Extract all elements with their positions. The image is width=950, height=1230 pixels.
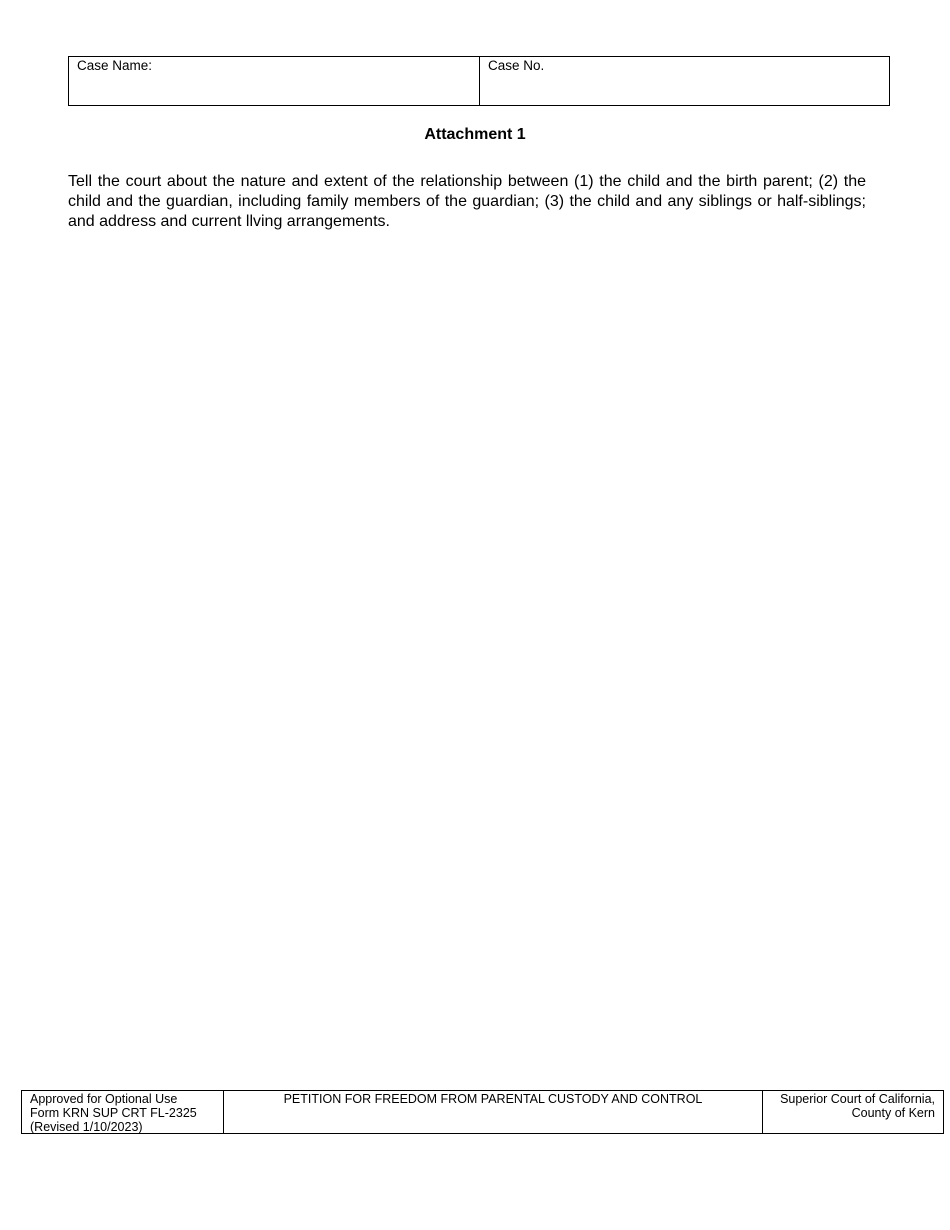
footer-form-title: PETITION FOR FREEDOM FROM PARENTAL CUSTODY AND CONTROL xyxy=(224,1091,763,1133)
form-footer xyxy=(21,1090,944,1134)
footer-form-number: Form KRN SUP CRT FL-2325 xyxy=(30,1106,197,1120)
case-header-table xyxy=(68,56,890,106)
attachment-instructions: Tell the court about the nature and extent of the relationship between (1) the child and the birth parent; (2) the child and the guardian, including family members of the guardian; (3) the child and any siblings or half-siblings; and address and current llving arrangements. xyxy=(68,173,866,230)
footer-revision: (Revised 1/10/2023) xyxy=(30,1120,143,1134)
footer-approval-line: Approved for Optional Use xyxy=(30,1092,178,1106)
case-name-field[interactable] xyxy=(69,57,480,105)
footer-court-line1: Superior Court of California, xyxy=(780,1092,935,1106)
case-name-label: Case Name: xyxy=(77,58,153,73)
footer-court-line2: County of Kern xyxy=(851,1106,935,1120)
attachment-title: Attachment 1 xyxy=(424,126,526,143)
footer-court-info xyxy=(763,1091,943,1133)
footer-form-info xyxy=(22,1091,224,1133)
case-number-label: Case No. xyxy=(488,58,545,73)
case-number-field[interactable] xyxy=(480,57,889,105)
